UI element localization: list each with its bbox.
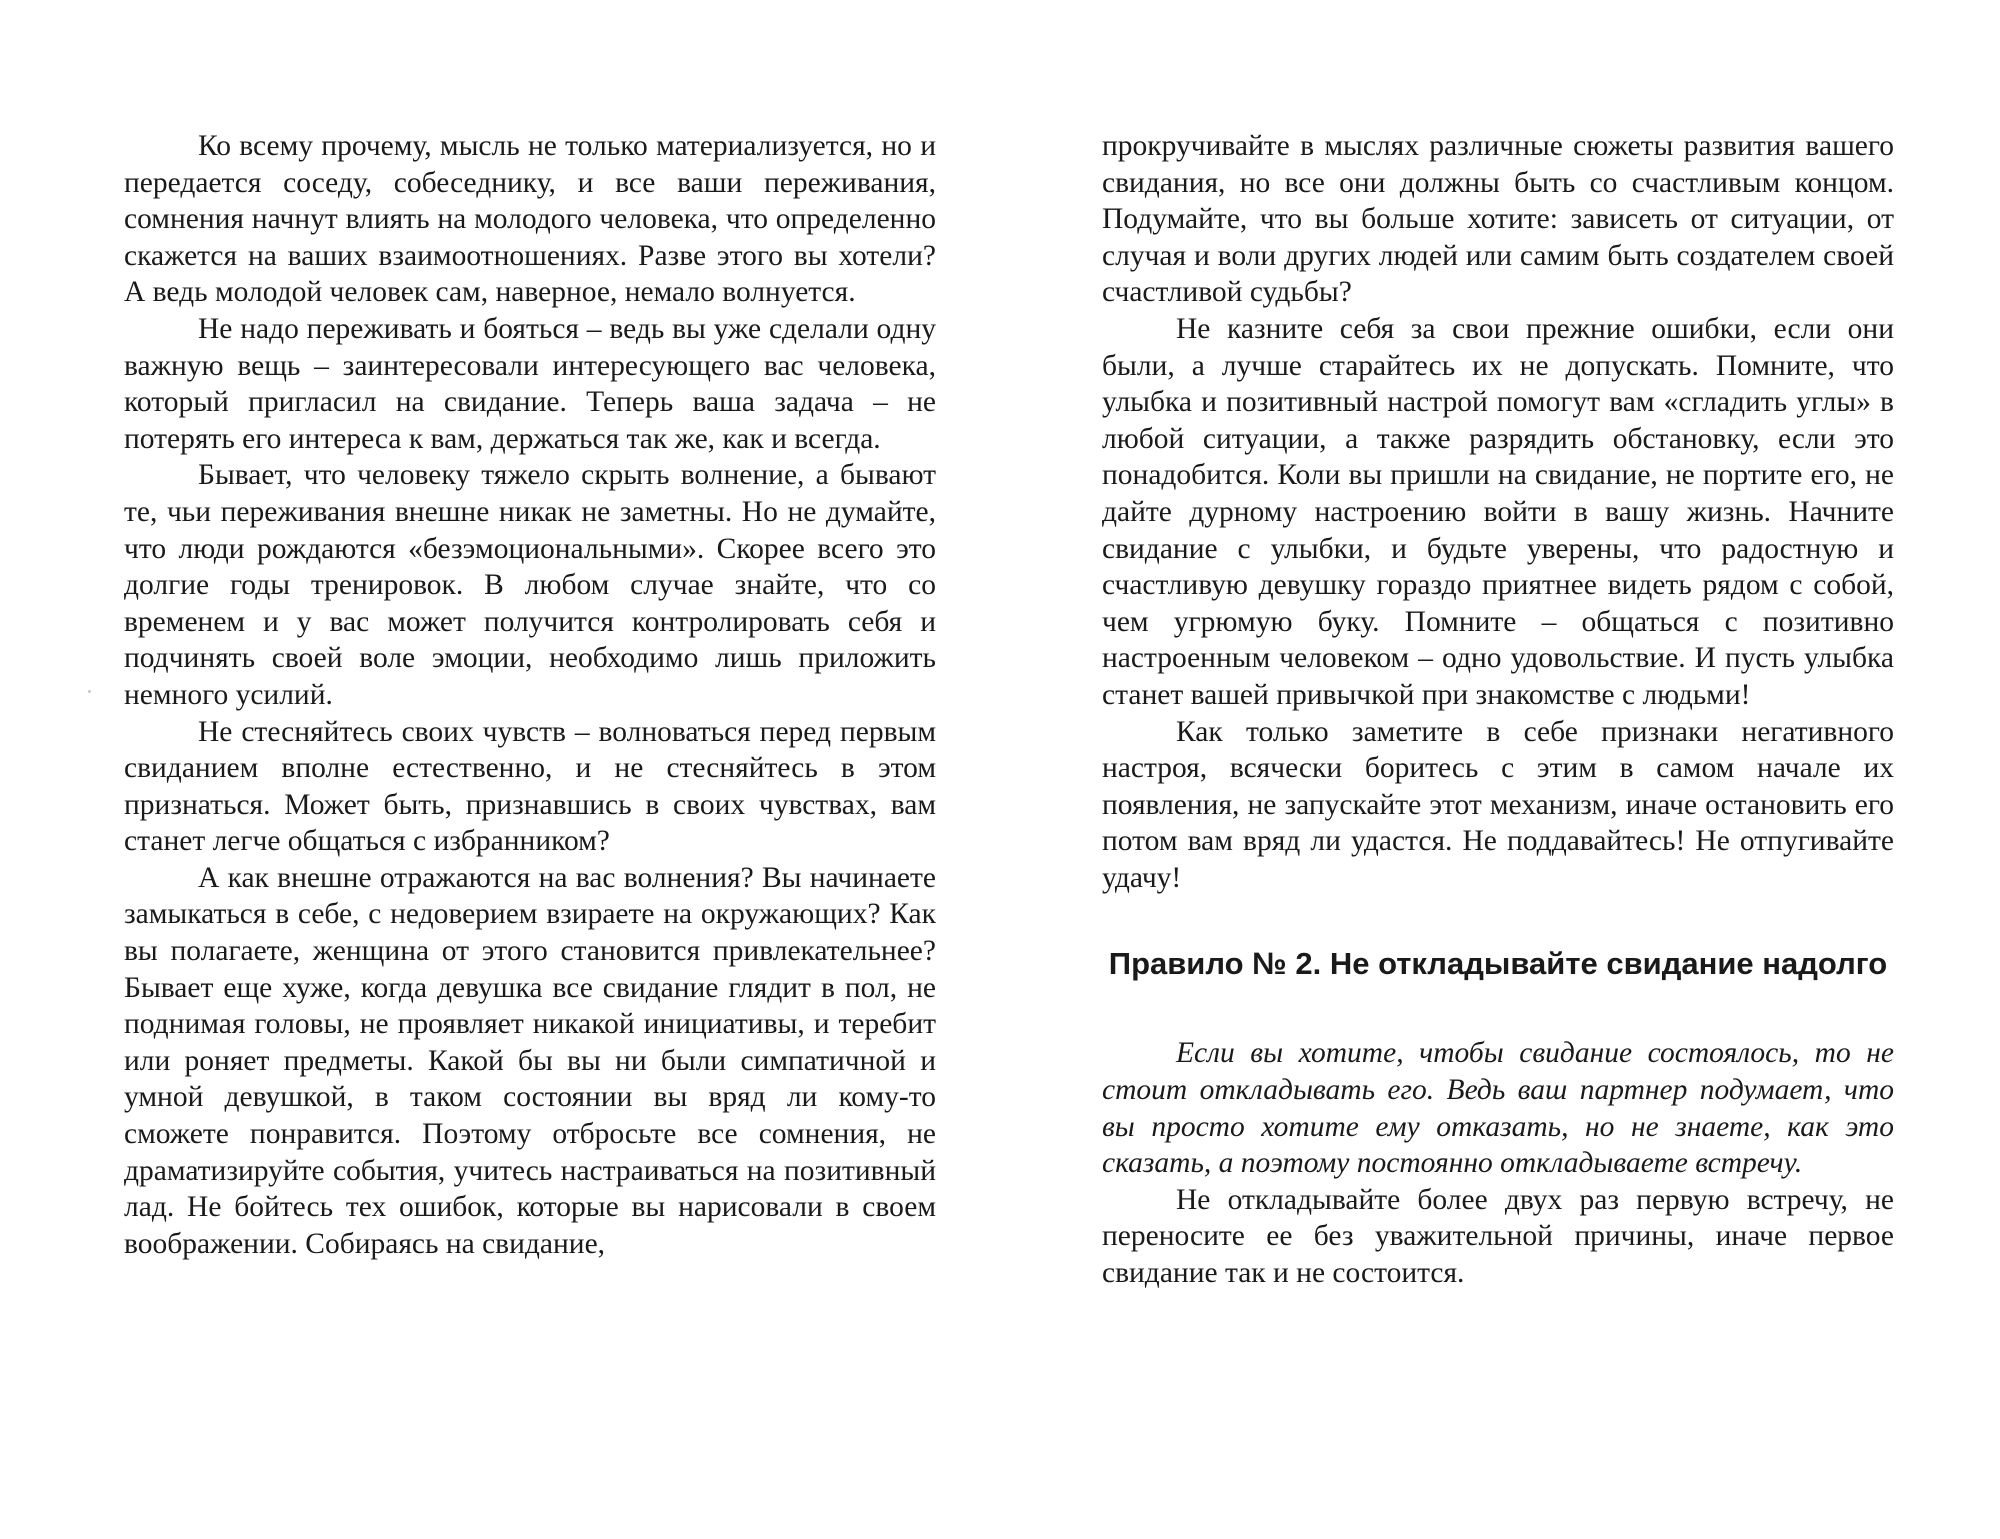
left-paragraph-5: А как внешне отражаются на вас волнения? Вы начинаете замыкаться в себе, с недоверием взираете на окружающих? Как вы полагаете, женщина от этого становится привлекательнее? Бывает еще хуже, когда девушка все свидание глядит в пол, не поднимая головы, не проявляет никакой инициативы, и теребит или роняет предметы. Какой бы вы ни были симпатичной и умной девушкой, в таком состоянии вы вряд ли кому-то сможете понравится. Поэтому отбросьте все сомнения, не драматизируйте события, учитесь настраиваться на позитивный лад. Не бойтесь тех ошибок, которые вы нарисовали в своем воображении. Собираясь на свидание,: [124, 861, 936, 1260]
left-page: [124, 128, 936, 1262]
rule-closing-paragraph: Не откладывайте более двух раз первую встречу, не переносите ее без уважительной причины, иначе первое свидание так и не состоится.: [1102, 1183, 1894, 1290]
right-paragraph-2: Как только заметите в себе признаки негативного настроя, всячески боритесь с этим в самом начале их появления, не запускайте этот механизм, иначе остановить его потом вам вряд ли удастся. Не поддавайтесь! Не отпугивайте удачу!: [1102, 715, 1894, 894]
left-paragraph-3: Бывает, что человеку тяжело скрыть волнение, а бывают те, чьи переживания внешне никак не заметны. Но не думайте, что люди рождаются «безэмоциональными». Скорее всего это долгие годы тренировок. В любом случае знайте, что со временем и у вас может получится контролировать себя и подчинять своей воле эмоции, необходимо лишь приложить немного усилий.: [124, 459, 936, 711]
left-paragraph-1: Ко всему прочему, мысль не только материализуется, но и передается соседу, собеседнику, и все ваши переживания, сомнения начнут влиять на молодого человека, что определенно скажется на ваших взаимоотношениях. Разве этого вы хотели? А ведь молодой человек сам, наверное, немало волнуется.: [124, 130, 936, 309]
left-paragraph-2: Не надо переживать и бояться – ведь вы уже сделали одну важную вещь – заинтересовали интересующего вас человека, который пригласил на свидание. Теперь ваша задача – не потерять его интереса к вам, держаться так же, как и всегда.: [124, 312, 936, 455]
rule-heading: Правило № 2. Не откладывайте свидание надолго: [1108, 946, 1888, 982]
left-paragraph-4: Не стесняйтесь своих чувств – волноваться перед первым свиданием вполне естественно, и не стесняйтесь в этом признаться. Может быть, признавшись в своих чувствах, вам станет легче общаться с избранником?: [124, 715, 936, 858]
right-paragraph-1: Не казните себя за свои прежние ошибки, если они были, а лучше старайтесь их не допускать. Помните, что улыбка и позитивный настрой помогут вам «сгладить углы» в любой ситуации, а также разрядить обстановку, если это понадобится. Коли вы пришли на свидание, не портите его, не дайте дурному настроению войти в вашу жизнь. Начните свидание с улыбки, и будьте уверены, что радостную и счастливую девушку гораздо приятнее видеть рядом с собой, чем угрюмую буку. Помните – общаться с позитивно настроенным человеком – одно удовольствие. И пусть улыбка станет вашей привычкой при знакомстве с людьми!: [1102, 312, 1894, 711]
right-continuation-paragraph: прокручивайте в мыслях различные сюжеты развития вашего свидания, но все они должны быть со счастливым концом. Подумайте, что вы больше хотите: зависеть от ситуации, от случая и воли других людей или самим быть создателем своей счастливой судьбы?: [1102, 130, 1894, 309]
scan-speck: [88, 690, 91, 693]
right-page: [1102, 128, 1894, 1292]
rule-lead-italic: Если вы хотите, чтобы свидание состоялось, то не стоит откладывать его. Ведь ваш партнер подумает, что вы просто хотите ему отказать, но не знаете, как это сказать, а поэтому постоянно откладываете встречу.: [1102, 1037, 1894, 1180]
